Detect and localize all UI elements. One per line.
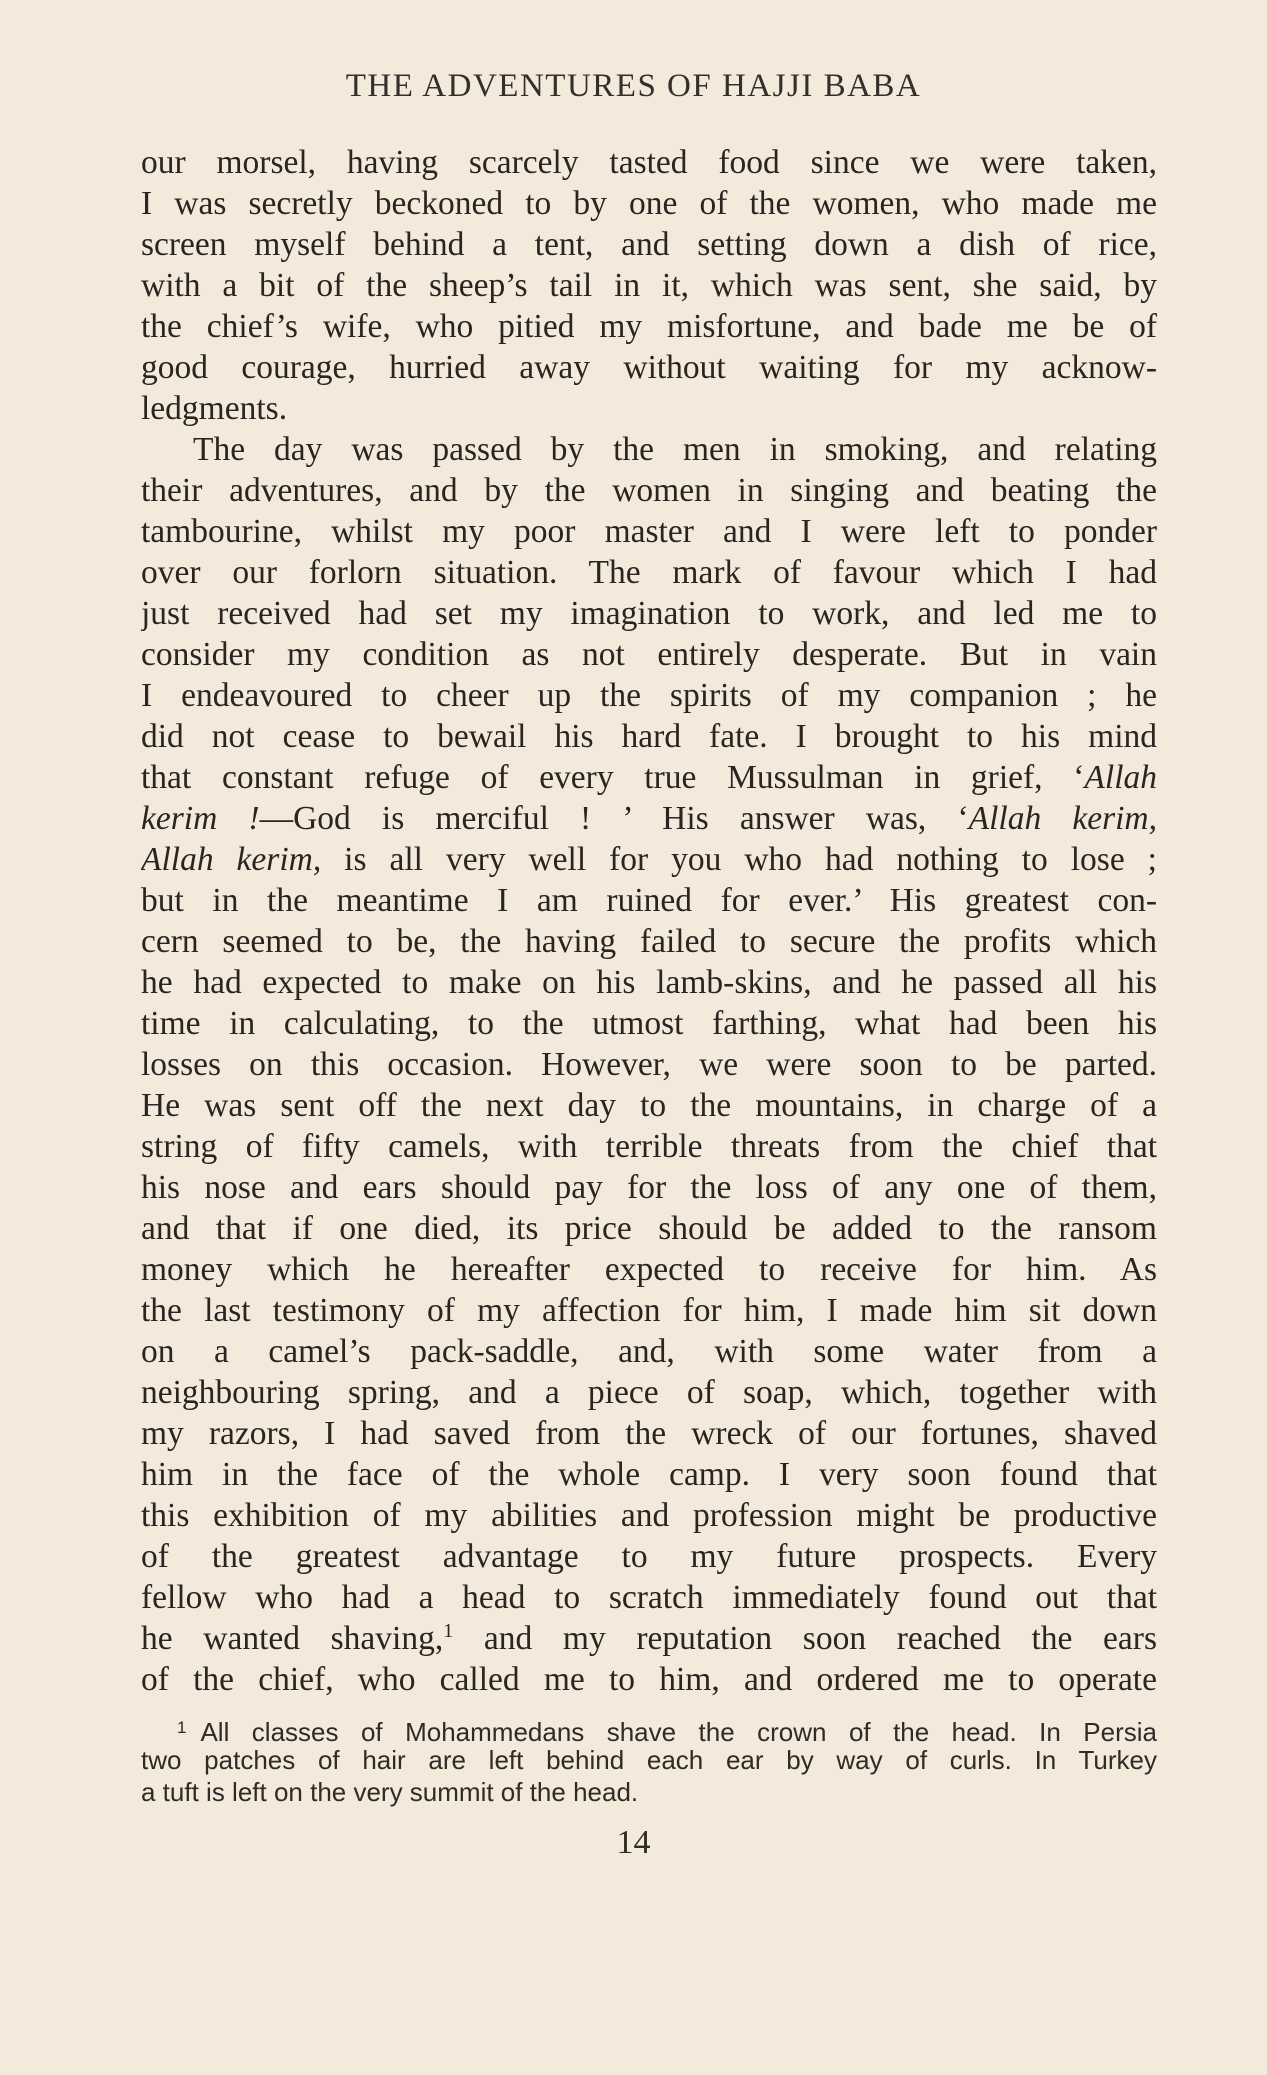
text-line xyxy=(141,839,1157,880)
text-line: with a bit of the sheep’s tail in it, which was sent, she said, by xyxy=(141,267,1157,304)
text-line: screen myself behind a tent, and setting down a dish of rice, xyxy=(141,226,1157,263)
text-line: his nose and ears should pay for the loss of any one of them, xyxy=(141,1169,1157,1206)
text-line xyxy=(141,757,1157,798)
footnote-line: a tuft is left on the very summit of the head. xyxy=(141,1777,639,1807)
running-head: THE ADVENTURES OF HAJJI BABA xyxy=(345,68,922,104)
text-line: cern seemed to be, the having failed to secure the profits which xyxy=(141,923,1157,960)
text-segment: he wanted shaving, xyxy=(141,1620,444,1657)
text-line: over our forlorn situation. The mark of favour which I had xyxy=(141,554,1157,591)
text-line xyxy=(141,798,1157,839)
text-line xyxy=(141,1618,1157,1659)
text-line: their adventures, and by the women in singing and beating the xyxy=(141,472,1157,509)
page-number: 14 xyxy=(616,1824,651,1861)
text-segment: that constant refuge of every true Mussulman in grief, ‘ xyxy=(141,759,1085,796)
text-line: I endeavoured to cheer up the spirits of my companion ; he xyxy=(141,677,1157,714)
text-line: my razors, I had saved from the wreck of our fortunes, shaved xyxy=(141,1415,1157,1452)
body-text xyxy=(141,142,1157,1700)
text-line: He was sent off the next day to the mountains, in charge of a xyxy=(141,1087,1157,1124)
text-line: consider my condition as not entirely desperate. But in vain xyxy=(141,636,1157,673)
text-line: ledgments. xyxy=(141,390,288,427)
text-line: money which he hereafter expected to receive for him. As xyxy=(141,1251,1157,1288)
text-line: just received had set my imagination to work, and led me to xyxy=(141,595,1157,632)
italic-phrase: Allah xyxy=(1084,759,1157,796)
text-line: him in the face of the whole camp. I very soon found that xyxy=(141,1456,1157,1493)
text-line: neighbouring spring, and a piece of soap, which, together with xyxy=(141,1374,1157,1411)
footnote-text: All classes of Mohammedans shave the crown of the head. In Persia xyxy=(200,1717,1157,1744)
text-line: fellow who had a head to scratch immediately found out that xyxy=(141,1579,1157,1616)
text-line: this exhibition of my abilities and profession might be productive xyxy=(141,1497,1157,1534)
text-line: our morsel, having scarcely tasted food since we were taken, xyxy=(141,144,1157,181)
text-line: of the chief, who called me to him, and ordered me to operate xyxy=(141,1661,1157,1698)
text-line: losses on this occasion. However, we were soon to be parted. xyxy=(141,1046,1157,1083)
footnote xyxy=(141,1712,1157,1808)
text-line: but in the meantime I am ruined for ever.’ His greatest con- xyxy=(141,882,1157,919)
footnote-line: two patches of hair are left behind each ear by way of curls. In Turkey xyxy=(141,1745,1157,1775)
text-line: and that if one died, its price should be added to the ransom xyxy=(141,1210,1157,1247)
text-line: of the greatest advantage to my future prospects. Every xyxy=(141,1538,1157,1575)
italic-phrase: Allah kerim, xyxy=(968,800,1157,837)
text-line: on a camel’s pack-saddle, and, with some water from a xyxy=(141,1333,1157,1370)
italic-phrase: Allah kerim, xyxy=(141,841,322,878)
footnote-marker: 1 xyxy=(177,1718,187,1737)
footnote-line xyxy=(141,1712,1157,1744)
text-line: the chief’s wife, who pitied my misfortune, and bade me be of xyxy=(141,308,1157,345)
footnote-reference: 1 xyxy=(443,1619,454,1642)
text-segment: is all very well for you who had nothing to lose ; xyxy=(321,841,1157,878)
text-line: the last testimony of my affection for him, I made him sit down xyxy=(141,1292,1157,1329)
text-line: string of fifty camels, with terrible threats from the chief that xyxy=(141,1128,1157,1165)
text-line: he had expected to make on his lamb-skins, and he passed all his xyxy=(141,964,1157,1001)
italic-phrase: kerim ! xyxy=(141,800,260,837)
text-line: tambourine, whilst my poor master and I were left to ponder xyxy=(141,513,1157,550)
text-segment: and my reputation soon reached the ears xyxy=(453,1620,1157,1657)
text-line: The day was passed by the men in smoking, and relating xyxy=(193,431,1157,468)
text-line: good courage, hurried away without waiting for my acknow- xyxy=(141,349,1157,386)
text-line: time in calculating, to the utmost farthing, what had been his xyxy=(141,1005,1157,1042)
text-segment: —God is merciful ! ’ His answer was, ‘ xyxy=(259,800,969,837)
text-line: I was secretly beckoned to by one of the women, who made me xyxy=(141,185,1157,222)
text-line: did not cease to bewail his hard fate. I brought to his mind xyxy=(141,718,1157,755)
